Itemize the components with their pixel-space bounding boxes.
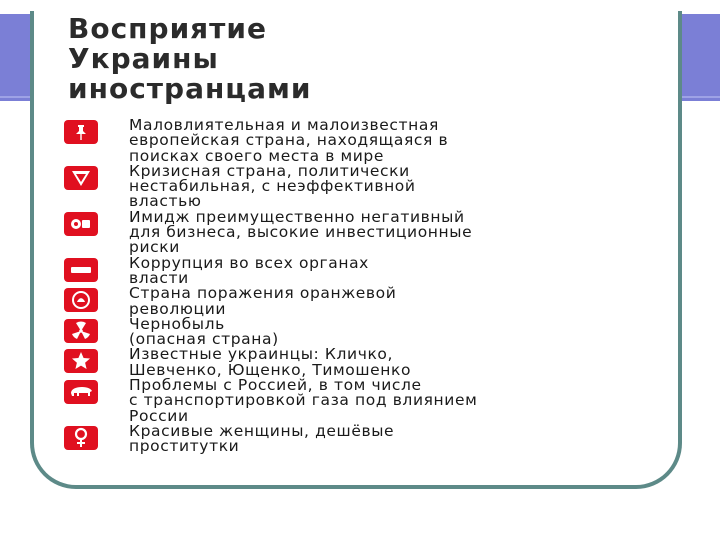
radiation-icon (64, 319, 98, 343)
slide-title: Восприятие Украины иностранцами (68, 12, 312, 105)
list-item (64, 378, 634, 424)
list-item (64, 286, 634, 317)
orange-revolution-icon (64, 288, 98, 312)
no-entry-icon (64, 258, 98, 282)
business-icon (64, 212, 98, 236)
item-text: Известные украинцы: Кличко, Шевченко, Ющенко, Тимошенко (129, 345, 412, 379)
list-item (64, 347, 634, 378)
list-item (64, 118, 634, 164)
perception-list (64, 118, 634, 455)
female-icon (64, 426, 98, 450)
item-text: Красивые женщины, дешёвые проститутки (129, 421, 395, 456)
item-text: Кризисная страна, политически нестабильная, с неэффективной властью (129, 161, 416, 211)
list-item (64, 207, 634, 257)
bear-icon (64, 380, 98, 404)
item-text: Чернобыль (опасная страна) (129, 314, 279, 349)
item-text: Страна поражения оранжевой революции (129, 284, 397, 318)
list-item (64, 314, 634, 349)
pin-icon (64, 120, 98, 144)
list-item (64, 421, 634, 456)
item-text: Проблемы с Россией, в том числе с транспортировкой газа под влиянием России (129, 376, 478, 425)
item-text: Коррупция во всех органах власти (129, 253, 369, 287)
item-text: Имидж преимущественно негативный для бизнеса, высокие инвестиционные риски (129, 207, 473, 257)
list-item (64, 161, 634, 211)
warning-triangle-icon (64, 166, 98, 190)
list-item (64, 253, 634, 287)
star-icon (64, 349, 98, 373)
item-text: Маловлиятельная и малоизвестная европейская страна, находящаяся в поисках своего места в мире (129, 116, 449, 165)
